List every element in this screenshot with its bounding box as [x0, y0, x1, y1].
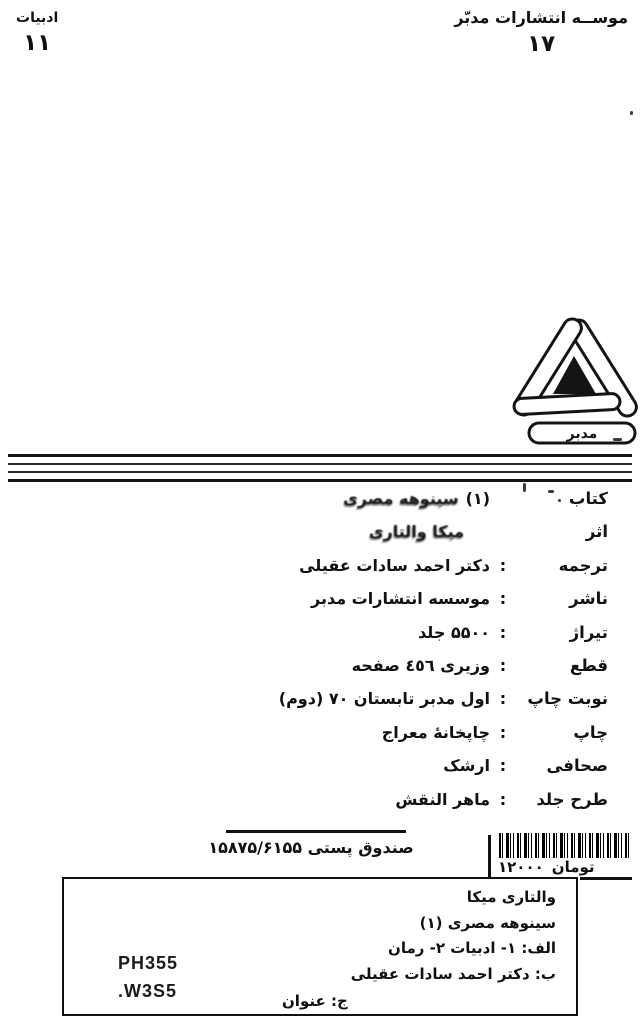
price-tag	[498, 858, 598, 876]
row-separator: :	[499, 789, 507, 809]
info-row-publisher	[168, 589, 608, 622]
row-label: ترجمه	[558, 555, 608, 575]
info-row-author	[168, 522, 608, 555]
row-label: کتاب	[568, 489, 608, 508]
publisher-value: موسسه انتشارات مدبر	[311, 589, 490, 609]
catalog-title: سینوهه مصری (۱)	[419, 913, 556, 932]
book-title-stamp: سینوهه مصری	[343, 489, 459, 508]
price-divider-line	[488, 835, 491, 878]
series-number-right: ۱۷	[527, 31, 556, 57]
edition-value: اول مدبر تابستان ۷۰ (دوم)	[278, 689, 490, 709]
print-run-value: ۵۵۰۰ جلد	[418, 622, 490, 642]
catalog-translator: ب: دکتر احمد سادات عقیلی	[350, 964, 556, 983]
row-separator: :	[499, 655, 507, 675]
translator-name: دکتر احمد سادات عقیلی	[299, 555, 490, 575]
row-label: صحافی	[546, 756, 608, 776]
barcode	[499, 833, 629, 858]
cover-designer-value: ماهر النقش	[395, 789, 490, 809]
row-label: اثر	[585, 522, 608, 542]
header-publisher-block	[454, 8, 628, 57]
row-separator: :	[499, 722, 507, 742]
row-label: چاپ	[573, 722, 608, 742]
scan-speck	[558, 499, 561, 502]
po-box-text: صندوق پستی ۱۵۸۷۵/۶۱۵۵	[208, 838, 414, 857]
row-label: تیراژ	[569, 622, 608, 642]
row-separator: :	[499, 589, 507, 609]
row-separator: :	[499, 622, 507, 642]
category-label: ادبیات	[16, 10, 59, 26]
scan-speck	[523, 483, 526, 492]
row-label: ناشر	[569, 589, 608, 609]
row-separator: :	[499, 689, 507, 709]
scan-speck	[630, 111, 633, 115]
binding-value: ارشک	[443, 756, 490, 776]
call-number	[118, 949, 178, 1005]
printer-value: چاپخانهٔ معراج	[381, 722, 490, 742]
row-separator: :	[499, 756, 507, 776]
scan-speck	[548, 490, 554, 493]
info-row-printer	[168, 723, 608, 756]
catalog-card	[62, 877, 578, 1016]
ruled-line-2	[8, 463, 632, 465]
price-amount: ۱۲۰۰۰	[498, 858, 544, 876]
ruled-line-1	[8, 454, 632, 457]
info-row-edition	[168, 689, 608, 722]
info-row-binding	[168, 756, 608, 789]
info-row-book	[168, 489, 608, 522]
format-value: وزیری ٤٥٦ صفحه	[351, 655, 490, 675]
call-number-cutter: .W3S5	[118, 981, 178, 1001]
ruled-line-3	[8, 471, 632, 473]
row-label: نوبت چاپ	[527, 689, 608, 709]
price-unit: تومان	[551, 858, 595, 876]
book-volume: (۱)	[465, 489, 490, 508]
info-row-cover-design	[168, 790, 608, 823]
catalog-subjects: الف: ۱- ادبیات ۲- رمان	[388, 939, 556, 957]
publisher-triangle-logo	[503, 314, 641, 450]
publication-info-table	[168, 489, 608, 823]
row-separator: :	[499, 555, 507, 575]
header-category-block	[16, 10, 58, 56]
info-row-print-run	[168, 623, 608, 656]
logo-wordmark: مدبر	[566, 426, 598, 442]
catalog-title-entry: ج: عنوان	[282, 992, 348, 1010]
info-row-translator	[168, 556, 608, 589]
ruled-line-4	[8, 479, 632, 482]
author-name-stamp: میکا والتاری	[368, 522, 464, 542]
card-top-rule-extension	[580, 877, 632, 880]
publisher-name: موســه انتشارات مدبّر	[454, 8, 628, 27]
catalog-author: والتاری میکا	[466, 888, 556, 906]
info-row-format	[168, 656, 608, 689]
row-label: طرح جلد	[536, 789, 608, 809]
series-number-left: ۱۱	[23, 30, 52, 56]
row-label: قطع	[569, 655, 608, 675]
catalog-entries	[351, 885, 556, 987]
call-number-class: PH355	[118, 953, 179, 973]
scan-speck	[613, 438, 622, 441]
postal-overline	[226, 830, 406, 833]
